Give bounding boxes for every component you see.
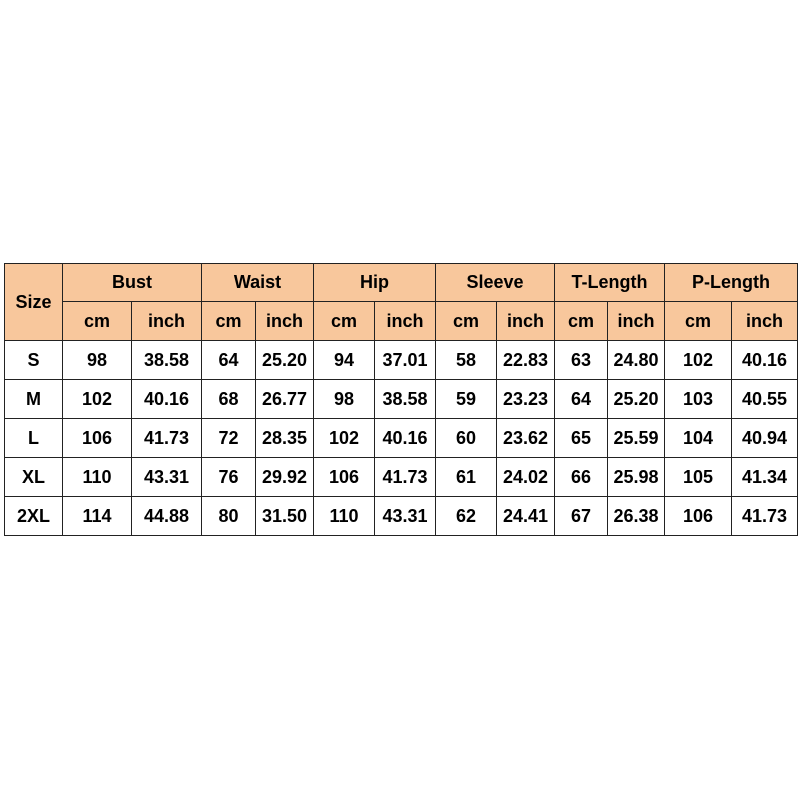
size-chart-table	[4, 263, 798, 536]
unit-header-inch: inch	[497, 302, 555, 341]
measurement-cell: 102	[314, 419, 375, 458]
measurement-cell: 24.41	[497, 497, 555, 536]
table-row	[5, 341, 798, 380]
measurement-cell: 106	[314, 458, 375, 497]
unit-header-cm: cm	[665, 302, 732, 341]
size-chart-body	[5, 341, 798, 536]
measurement-cell: 58	[436, 341, 497, 380]
table-row	[5, 380, 798, 419]
measurement-cell: 103	[665, 380, 732, 419]
unit-header-cm: cm	[436, 302, 497, 341]
measurement-cell: 40.94	[732, 419, 798, 458]
group-header-t-length: T-Length	[555, 264, 665, 302]
measurement-cell: 66	[555, 458, 608, 497]
measurement-cell: 25.20	[256, 341, 314, 380]
measurement-cell: 24.80	[608, 341, 665, 380]
size-cell: L	[5, 419, 63, 458]
measurement-cell: 62	[436, 497, 497, 536]
table-row	[5, 497, 798, 536]
measurement-cell: 40.16	[132, 380, 202, 419]
measurement-cell: 80	[202, 497, 256, 536]
measurement-cell: 41.73	[732, 497, 798, 536]
measurement-cell: 110	[63, 458, 132, 497]
measurement-cell: 26.77	[256, 380, 314, 419]
table-row	[5, 458, 798, 497]
measurement-cell: 114	[63, 497, 132, 536]
measurement-cell: 23.23	[497, 380, 555, 419]
group-header-sleeve: Sleeve	[436, 264, 555, 302]
measurement-cell: 64	[555, 380, 608, 419]
measurement-cell: 102	[63, 380, 132, 419]
measurement-cell: 63	[555, 341, 608, 380]
group-header-p-length: P-Length	[665, 264, 798, 302]
measurement-cell: 43.31	[132, 458, 202, 497]
unit-header-inch: inch	[608, 302, 665, 341]
measurement-cell: 40.16	[375, 419, 436, 458]
group-header-hip: Hip	[314, 264, 436, 302]
group-header-waist: Waist	[202, 264, 314, 302]
group-header-row	[5, 264, 798, 302]
measurement-cell: 102	[665, 341, 732, 380]
measurement-cell: 26.38	[608, 497, 665, 536]
measurement-cell: 94	[314, 341, 375, 380]
measurement-cell: 38.58	[375, 380, 436, 419]
measurement-cell: 25.98	[608, 458, 665, 497]
unit-header-inch: inch	[732, 302, 798, 341]
measurement-cell: 40.16	[732, 341, 798, 380]
group-header-bust: Bust	[63, 264, 202, 302]
measurement-cell: 98	[63, 341, 132, 380]
measurement-cell: 23.62	[497, 419, 555, 458]
measurement-cell: 106	[63, 419, 132, 458]
measurement-cell: 41.34	[732, 458, 798, 497]
measurement-cell: 61	[436, 458, 497, 497]
measurement-cell: 41.73	[375, 458, 436, 497]
measurement-cell: 41.73	[132, 419, 202, 458]
measurement-cell: 28.35	[256, 419, 314, 458]
size-header: Size	[5, 264, 63, 341]
measurement-cell: 31.50	[256, 497, 314, 536]
measurement-cell: 65	[555, 419, 608, 458]
unit-header-cm: cm	[63, 302, 132, 341]
measurement-cell: 25.20	[608, 380, 665, 419]
measurement-cell: 22.83	[497, 341, 555, 380]
measurement-cell: 40.55	[732, 380, 798, 419]
measurement-cell: 68	[202, 380, 256, 419]
unit-header-inch: inch	[256, 302, 314, 341]
size-cell: 2XL	[5, 497, 63, 536]
measurement-cell: 72	[202, 419, 256, 458]
measurement-cell: 38.58	[132, 341, 202, 380]
size-cell: XL	[5, 458, 63, 497]
size-cell: M	[5, 380, 63, 419]
unit-header-row	[5, 302, 798, 341]
measurement-cell: 43.31	[375, 497, 436, 536]
measurement-cell: 29.92	[256, 458, 314, 497]
unit-header-inch: inch	[132, 302, 202, 341]
measurement-cell: 106	[665, 497, 732, 536]
measurement-cell: 64	[202, 341, 256, 380]
unit-header-cm: cm	[202, 302, 256, 341]
size-cell: S	[5, 341, 63, 380]
measurement-cell: 24.02	[497, 458, 555, 497]
measurement-cell: 76	[202, 458, 256, 497]
unit-header-inch: inch	[375, 302, 436, 341]
measurement-cell: 37.01	[375, 341, 436, 380]
measurement-cell: 67	[555, 497, 608, 536]
measurement-cell: 25.59	[608, 419, 665, 458]
measurement-cell: 98	[314, 380, 375, 419]
measurement-cell: 110	[314, 497, 375, 536]
table-row	[5, 419, 798, 458]
measurement-cell: 59	[436, 380, 497, 419]
measurement-cell: 104	[665, 419, 732, 458]
measurement-cell: 105	[665, 458, 732, 497]
measurement-cell: 44.88	[132, 497, 202, 536]
measurement-cell: 60	[436, 419, 497, 458]
unit-header-cm: cm	[314, 302, 375, 341]
unit-header-cm: cm	[555, 302, 608, 341]
